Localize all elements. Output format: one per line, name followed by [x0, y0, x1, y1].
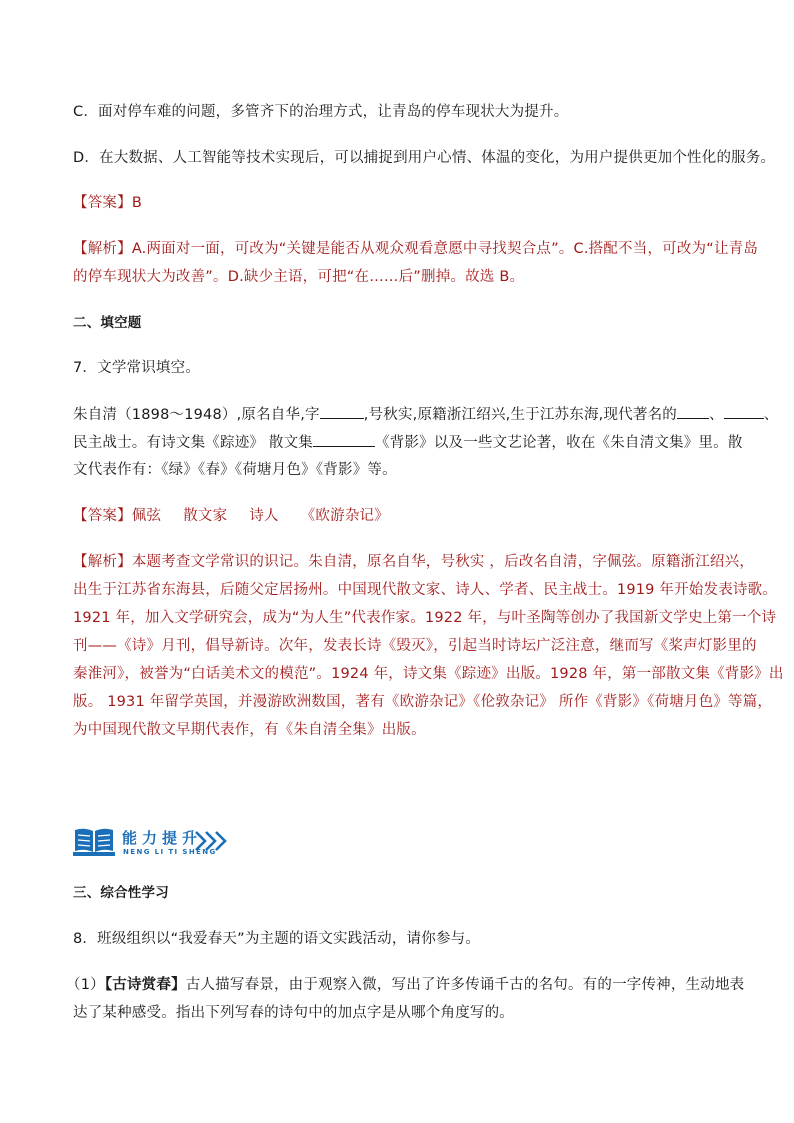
q6-analysis-line-1: [73, 239, 758, 259]
q7-analysis-line-6: 版。 1931 年留学英国，并漫游欧洲数国，著有《欧游杂记》《伦敦杂记》 所作《背影》《荷塘月色》等篇，: [73, 694, 773, 710]
q7-analysis-line-3: 1921 年，加入文学研究会，成为“为人生”代表作家。1922 年，与叶圣陶等创办了我国新文学史上第一个诗: [73, 610, 777, 626]
q6-analysis-line-2: 的停车现状大为改善”。D.缺少主语，可把“在……后”删掉。故选 B。: [73, 269, 525, 285]
analysis-text: A.两面对一面，可改为“关键是能否从观众观看意愿中寻找契合点”。C.搭配不当，可改为“让青岛: [131, 241, 759, 257]
blank-field[interactable]: [313, 432, 375, 447]
q7-line-2: [73, 432, 743, 453]
answer-tag: 【答案】: [73, 195, 132, 211]
q7-text: 民主战士。有诗文集《踪迹》 散文集: [73, 435, 314, 451]
option-d: D．在大数据、人工智能等技术实现后，可以捕捉到用户心情、体温的变化，为用户提供更加个性化的服务。: [73, 150, 776, 166]
section-heading-fill-blank: 二、填空题: [73, 315, 142, 331]
answer-item: 诗人: [249, 508, 279, 524]
banner-title: 能力提升: [122, 829, 203, 847]
double-chevron-right-icon: [192, 830, 232, 852]
q8-stem: 8．班级组织以“我爱春天”为主题的语文实践活动，请你参与。: [73, 931, 481, 947]
q7-line-3: 文代表作有：《绿》《春》《荷塘月色》《背影》等。: [73, 462, 397, 478]
q7-stem: 7．文学常识填空。: [73, 360, 201, 376]
answer-item: 散文家: [183, 508, 228, 524]
q7-text: 、: [708, 407, 724, 423]
q7-analysis-line-5: 秦淮河》，被誉为“白话美术文的模范”。1924 年，诗文集《踪迹》出版。1928 年，第一部散文集《背影》出: [73, 666, 784, 682]
blank-field[interactable]: [724, 404, 764, 419]
analysis-tag: 【解析】: [73, 241, 132, 257]
answer-tag: 【答案】: [73, 508, 132, 524]
sub-text: 古人描写春景，由于观察入微，写出了许多传诵千古的名句。有的一字传神，生动地表: [185, 977, 745, 993]
section-heading-integrated: 三、综合性学习: [73, 885, 169, 901]
analysis-tag: 【解析】: [73, 554, 132, 570]
answer-item: 《欧游杂记》: [300, 508, 389, 524]
open-book-icon: [72, 826, 116, 858]
answer-value: B: [131, 195, 142, 211]
q7-line-1: [73, 404, 778, 425]
q7-text: ,号秋实,原籍浙江绍兴,生于江苏东海,现代著名的: [363, 407, 677, 423]
q7-analysis-line-2: 出生于江苏省东海县，后随父定居扬州。中国现代散文家、诗人、学者、民主战士。1919 年开始发表诗歌。: [73, 582, 778, 598]
q6-answer: [73, 193, 142, 213]
q7-analysis-line-1: [73, 552, 754, 572]
sub-number: （1）: [66, 977, 105, 993]
blank-field[interactable]: [677, 404, 709, 419]
blank-field[interactable]: [320, 404, 364, 419]
answer-item: 佩弦: [131, 508, 162, 524]
q7-answer: [73, 506, 389, 526]
q8-sub1-line-2: 达了某种感受。指出下列写春的诗句中的加点字是从哪个角度写的。: [73, 1005, 514, 1021]
q8-sub1-line-1: [66, 975, 744, 995]
banner-subtitle: NENG LI TI SHENG: [123, 848, 217, 856]
q7-analysis-line-7: 为中国现代散文早期代表作，有《朱自清全集》出版。: [73, 722, 426, 738]
q7-text: 《背影》以及一些文艺论著，收在《朱自清文集》里。散: [375, 435, 743, 451]
q7-analysis-line-4: 刊——《诗》月刊，倡导新诗。次年，发表长诗《毁灭》，引起当时诗坛广泛注意，继而写《桨声灯影里的: [73, 638, 757, 654]
ability-banner: [72, 826, 252, 860]
analysis-text: 本题考查文学常识的识记。朱自清，原名自华，号秋实 ，后改名自清，字佩弦。原籍浙江绍兴，: [131, 554, 755, 570]
sub-tag: 【古诗赏春】: [104, 977, 186, 993]
q7-text: 、: [763, 407, 779, 423]
q7-text: 朱自清（1898～1948）,原名自华,字: [73, 407, 320, 423]
option-c: C．面对停车难的问题，多管齐下的治理方式，让青岛的停车现状大为提升。: [73, 104, 569, 120]
